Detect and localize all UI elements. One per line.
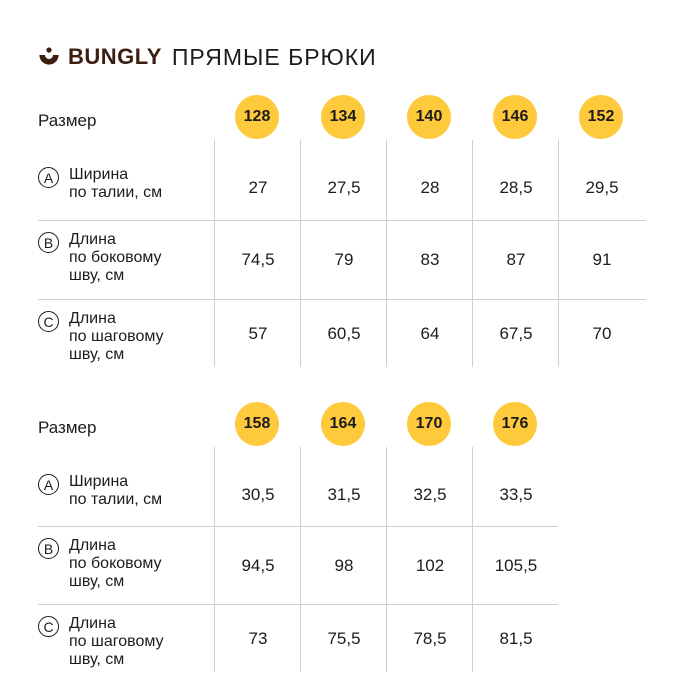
size-cell (558, 95, 644, 156)
size-cell (386, 95, 472, 156)
size-table-1 (38, 95, 646, 367)
value-cell: 75,5 (300, 605, 387, 672)
letter-a-icon: A (38, 167, 59, 188)
table-row (38, 221, 646, 300)
value-cell: 64 (386, 300, 473, 367)
row-label (38, 537, 162, 591)
bungly-logo-icon (38, 46, 60, 68)
value-cell: 57 (214, 300, 301, 367)
row-label (38, 473, 162, 509)
size-badge: 170 (407, 402, 451, 446)
page-title: ПРЯМЫЕ БРЮКИ (171, 43, 377, 70)
row-label-text: Длина по боковому шву, см (69, 537, 162, 590)
row-label (38, 231, 162, 285)
size-badge: 158 (235, 402, 279, 446)
value-cell: 60,5 (300, 300, 387, 367)
row-label-text: Ширина по талии, см (69, 473, 163, 508)
value-cell: 67,5 (472, 300, 559, 367)
size-cell (386, 402, 472, 463)
row-label (38, 310, 164, 364)
value-cell: 73 (214, 605, 301, 672)
brand-name: BUNGLY (68, 44, 162, 69)
size-cell (214, 402, 300, 463)
table-row (38, 300, 646, 367)
size-badge: 176 (493, 402, 537, 446)
row-label (38, 615, 164, 669)
size-table-2 (38, 402, 646, 672)
row-label (38, 166, 162, 202)
size-badge: 128 (235, 95, 279, 139)
value-cell: 29,5 (558, 156, 645, 220)
value-cell: 32,5 (386, 463, 473, 527)
value-cell: 98 (300, 527, 387, 605)
size-badge: 134 (321, 95, 365, 139)
value-cell: 81,5 (472, 605, 559, 672)
value-cell: 87 (472, 221, 559, 299)
size-header-row (38, 402, 646, 463)
size-cell (300, 95, 386, 156)
value-cell: 102 (386, 527, 473, 605)
letter-c-icon: C (38, 616, 59, 637)
size-label: Размер (38, 418, 97, 437)
value-cell: 79 (300, 221, 387, 299)
table-row (38, 463, 646, 527)
value-cell: 78,5 (386, 605, 473, 672)
value-cell: 91 (558, 221, 645, 299)
row-label-text: Длина по шаговому шву, см (69, 615, 164, 668)
value-cell: 28,5 (472, 156, 559, 220)
letter-a-icon: A (38, 474, 59, 495)
value-cell: 70 (558, 300, 645, 367)
letter-b-icon: B (38, 538, 59, 559)
row-label-text: Ширина по талии, см (69, 166, 163, 201)
value-cell: 28 (386, 156, 473, 220)
size-cell (300, 402, 386, 463)
size-cell (214, 95, 300, 156)
value-cell: 27 (214, 156, 301, 220)
size-header-row (38, 95, 646, 156)
table-row (38, 605, 646, 672)
row-label-text: Длина по боковому шву, см (69, 231, 162, 284)
value-cell: 83 (386, 221, 473, 299)
size-badge: 152 (579, 95, 623, 139)
letter-c-icon: C (38, 311, 59, 332)
value-cell: 74,5 (214, 221, 301, 299)
letter-b-icon: B (38, 232, 59, 253)
value-cell: 33,5 (472, 463, 559, 527)
value-cell: 105,5 (472, 527, 559, 605)
value-cell: 30,5 (214, 463, 301, 527)
size-badge: 140 (407, 95, 451, 139)
value-cell: 27,5 (300, 156, 387, 220)
size-label: Размер (38, 111, 97, 130)
value-cell: 94,5 (214, 527, 301, 605)
size-badge: 146 (493, 95, 537, 139)
row-label-text: Длина по шаговому шву, см (69, 310, 164, 363)
size-badge: 164 (321, 402, 365, 446)
table-row (38, 527, 646, 605)
value-cell: 31,5 (300, 463, 387, 527)
size-cell (472, 95, 558, 156)
header (38, 42, 377, 72)
table-row (38, 156, 646, 221)
size-cell (472, 402, 558, 463)
